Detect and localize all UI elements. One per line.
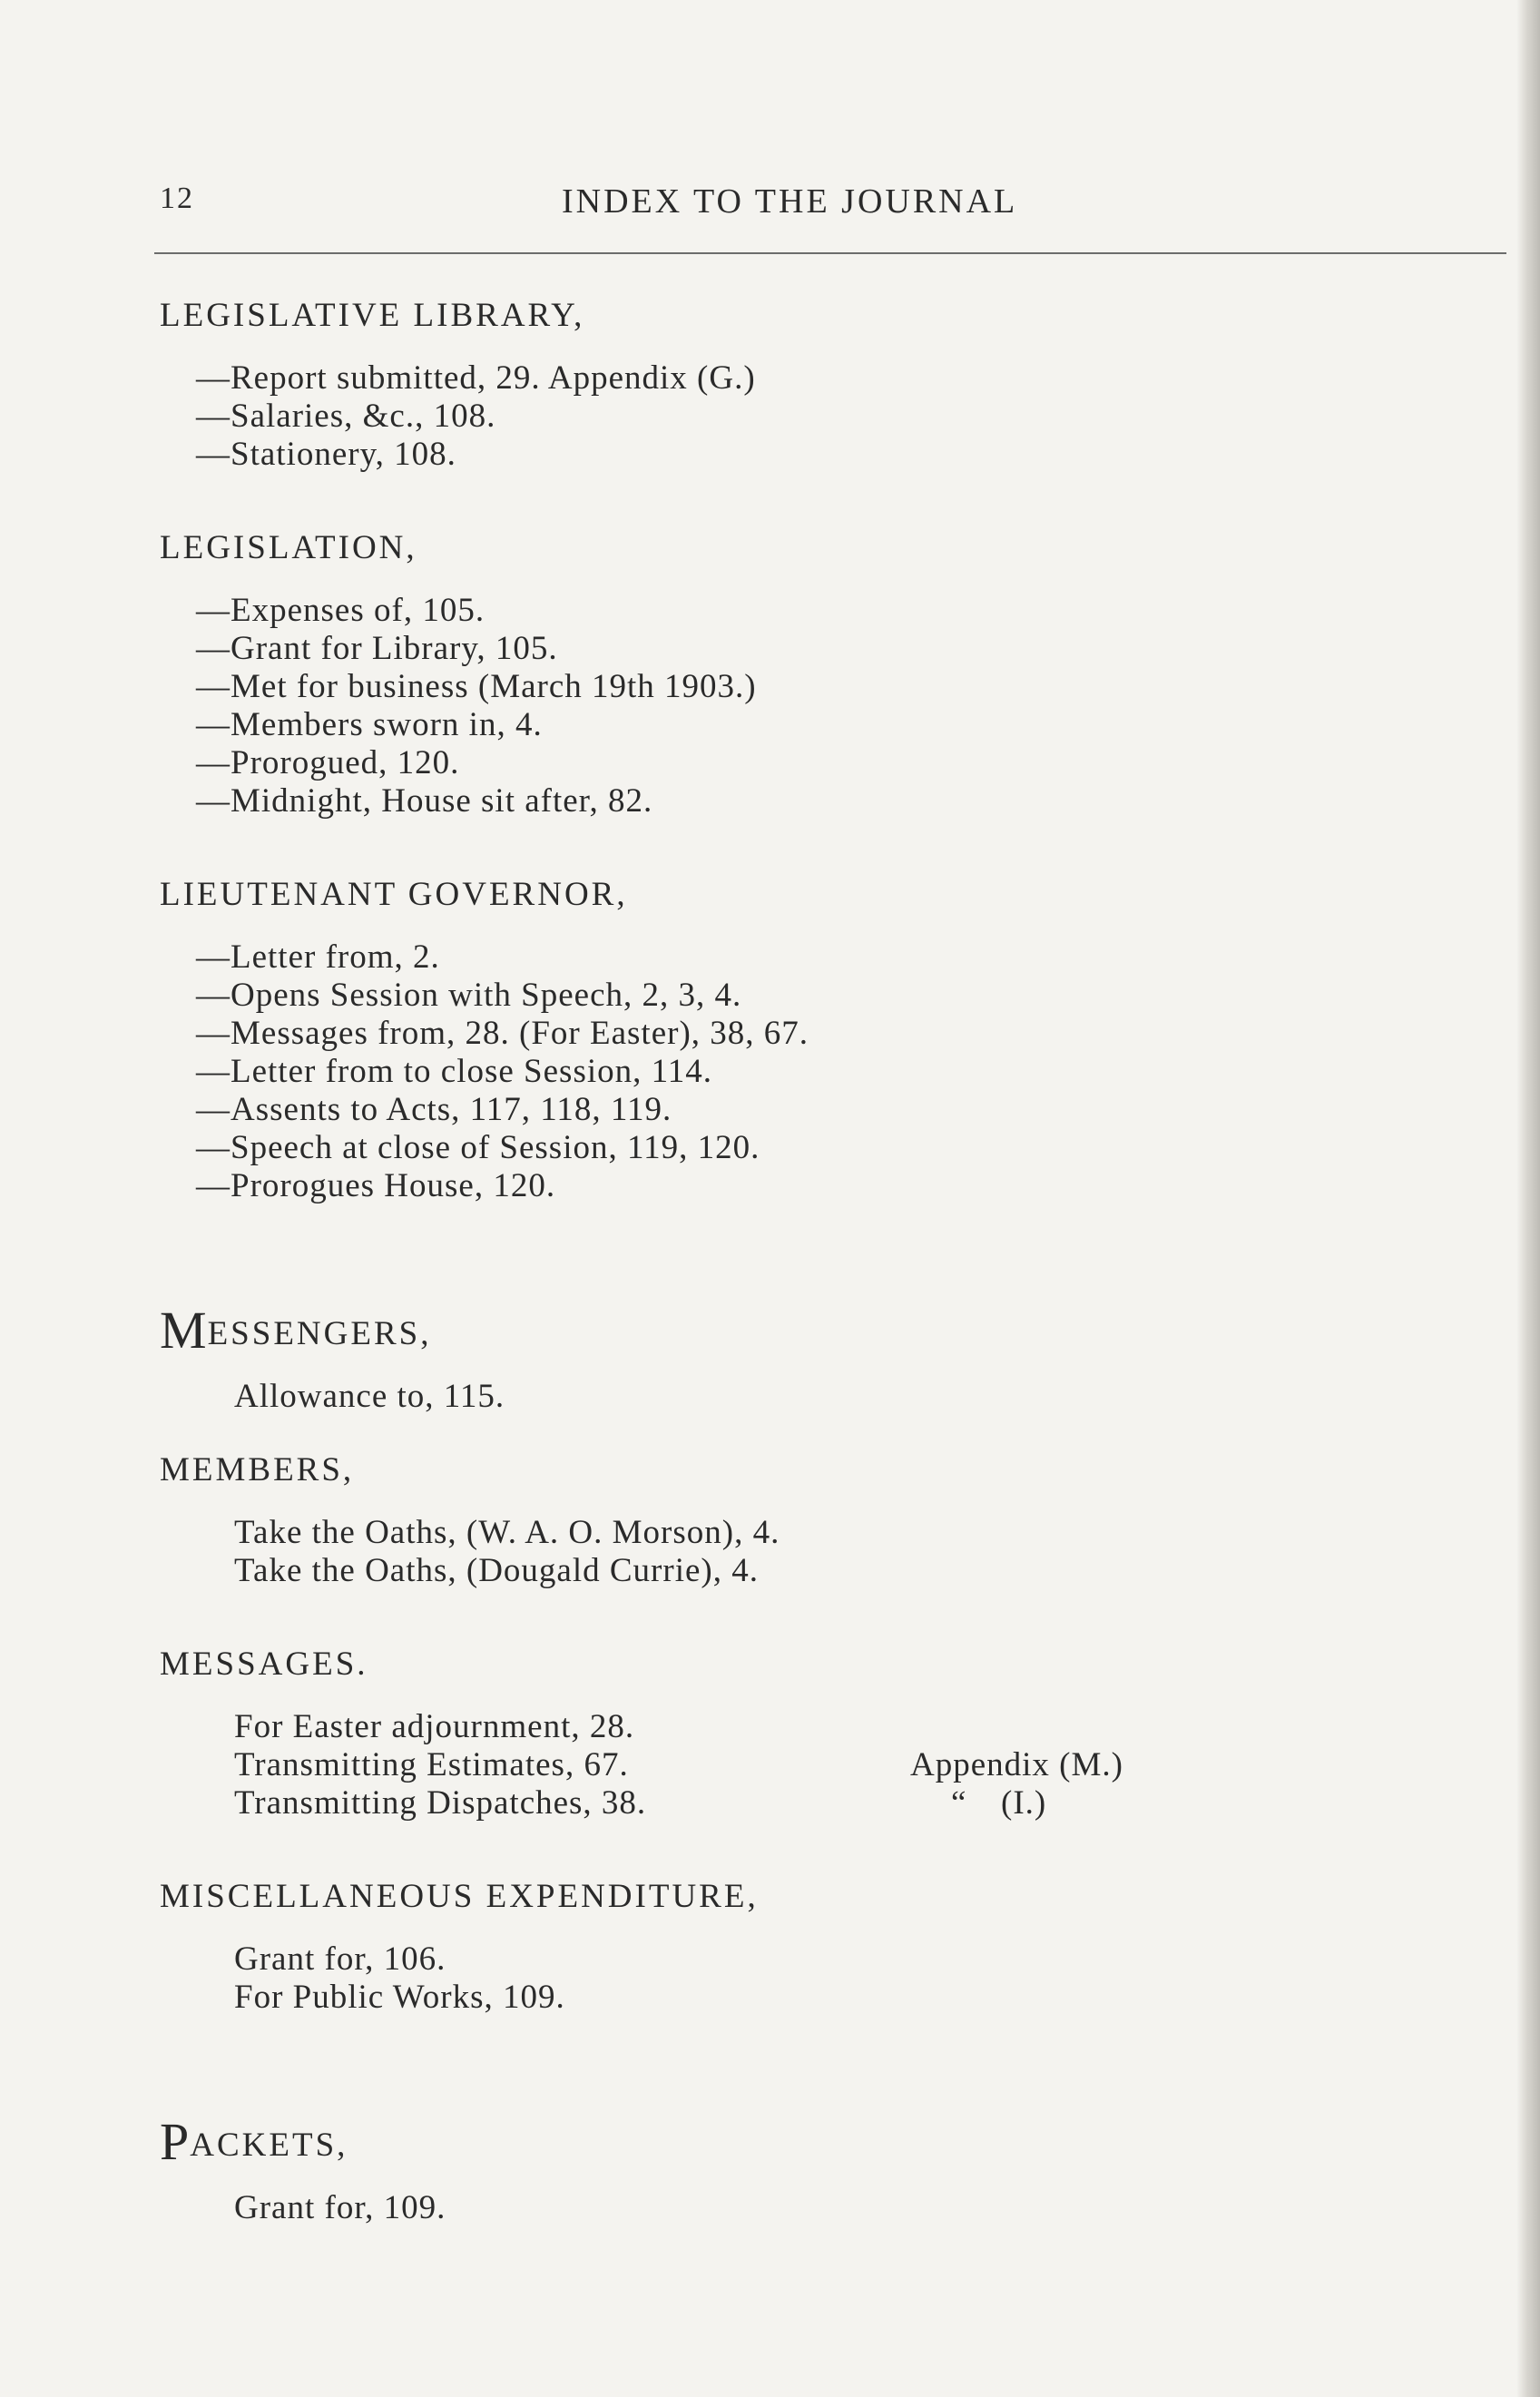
index-section-miscellaneous-expenditure bbox=[160, 1870, 1339, 2017]
appendix-reference: (I.) bbox=[1001, 1784, 1047, 1822]
index-entry: —Assents to Acts, 117, 118, 119. bbox=[196, 1091, 672, 1128]
index-section-legislation bbox=[160, 521, 1339, 820]
entry-list bbox=[196, 592, 1339, 820]
index-section-members bbox=[160, 1443, 1339, 1590]
index-entry: —Opens Session with Speech, 2, 3, 4. bbox=[196, 977, 742, 1014]
section-heading: MISCELLANEOUS EXPENDITURE, bbox=[160, 1878, 759, 1915]
section-heading: MEMBERS, bbox=[160, 1451, 355, 1488]
heading-rest: ESSENGERS, bbox=[207, 1315, 432, 1352]
index-entry: —Grant for Library, 105. bbox=[196, 630, 558, 667]
index-entry: —Speech at close of Session, 119, 120. bbox=[196, 1129, 760, 1166]
entry-list bbox=[196, 938, 1339, 1205]
entry-text: Transmitting Estimates, 67. bbox=[234, 1746, 629, 1783]
page-header bbox=[160, 182, 1140, 236]
index-entry: —Report submitted, 29. Appendix (G.) bbox=[196, 359, 756, 397]
index-entry bbox=[234, 1708, 1339, 1746]
entry-list bbox=[234, 1378, 1339, 1416]
letter-initial: P bbox=[160, 2112, 191, 2171]
heading-rest: ACKETS, bbox=[190, 2127, 348, 2164]
index-entry: —Prorogues House, 120. bbox=[196, 1167, 556, 1204]
section-heading bbox=[160, 1301, 1339, 1361]
appendix-reference: Appendix (M.) bbox=[910, 1746, 1123, 1783]
index-entry: Take the Oaths, (W. A. O. Morson), 4. bbox=[234, 1514, 780, 1551]
index-entry: —Midnight, House sit after, 82. bbox=[196, 782, 653, 820]
letter-initial: M bbox=[160, 1301, 208, 1360]
index-entry: —Prorogued, 120. bbox=[196, 744, 460, 781]
index-entry: Take the Oaths, (Dougald Currie), 4. bbox=[234, 1552, 759, 1589]
index-entry: Grant for, 109. bbox=[234, 2189, 446, 2226]
section-heading: MESSAGES. bbox=[160, 1645, 368, 1683]
section-heading: LEGISLATION, bbox=[160, 529, 417, 566]
ditto-mark: “ bbox=[951, 1784, 967, 1822]
index-entry: For Public Works, 109. bbox=[234, 1979, 565, 2016]
index-section-lieutenant-governor bbox=[160, 868, 1339, 1205]
entry-text: For Easter adjournment, 28. bbox=[234, 1708, 635, 1745]
page-number: 12 bbox=[160, 182, 194, 215]
section-heading bbox=[160, 2112, 1339, 2173]
index-entry: —Met for business (March 19th 1903.) bbox=[196, 668, 757, 705]
index-entry: —Expenses of, 105. bbox=[196, 592, 486, 629]
section-heading: LEGISLATIVE LIBRARY, bbox=[160, 297, 585, 334]
entry-list bbox=[234, 1940, 1339, 2017]
header-rule bbox=[154, 252, 1506, 254]
entry-list bbox=[234, 2189, 1339, 2227]
index-section-messengers bbox=[160, 1301, 1339, 1416]
entry-list bbox=[234, 1514, 1339, 1590]
index-entry: Allowance to, 115. bbox=[234, 1378, 505, 1415]
index-entry bbox=[234, 1784, 1339, 1822]
entry-list bbox=[196, 359, 1339, 474]
index-entry: —Messages from, 28. (For Easter), 38, 67. bbox=[196, 1015, 809, 1052]
entry-text: Transmitting Dispatches, 38. bbox=[234, 1784, 647, 1822]
index-content bbox=[160, 289, 1339, 2274]
index-entry: —Members sworn in, 4. bbox=[196, 706, 543, 743]
index-section-messages bbox=[160, 1637, 1339, 1822]
entry-list bbox=[234, 1708, 1339, 1822]
index-entry: Grant for, 106. bbox=[234, 1940, 446, 1978]
index-entry: —Stationery, 108. bbox=[196, 436, 456, 473]
index-entry: —Letter from to close Session, 114. bbox=[196, 1053, 713, 1090]
index-entry: —Letter from, 2. bbox=[196, 938, 440, 976]
index-section-legislative-library bbox=[160, 289, 1339, 474]
index-section-packets bbox=[160, 2112, 1339, 2227]
page-edge-shadow bbox=[1516, 0, 1540, 2397]
running-title: INDEX TO THE JOURNAL bbox=[562, 182, 1018, 221]
index-entry: —Salaries, &c., 108. bbox=[196, 398, 496, 435]
index-entry bbox=[234, 1746, 1339, 1784]
section-heading: LIEUTENANT GOVERNOR, bbox=[160, 876, 628, 913]
